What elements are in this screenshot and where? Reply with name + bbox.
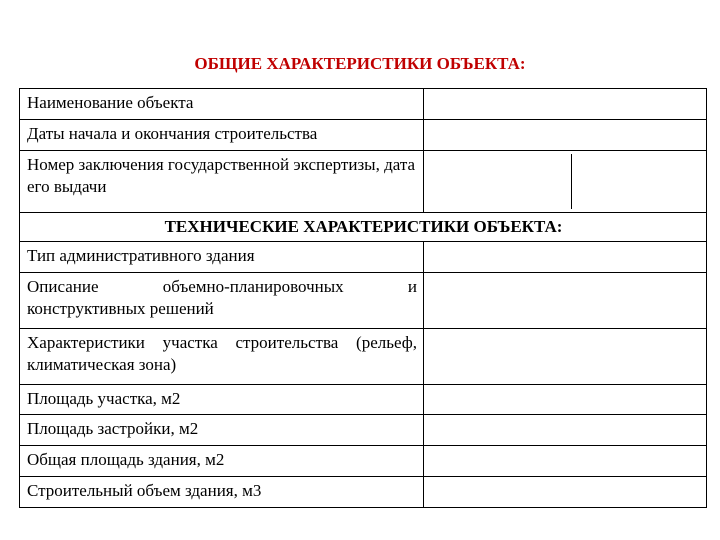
table-row xyxy=(20,385,707,415)
building-volume-label: Строительный объем здания, м3 xyxy=(20,477,424,508)
object-name-field[interactable] xyxy=(424,89,707,120)
site-characteristics-label: Характеристики участка строительства (рельеф, климатическая зона) xyxy=(20,329,424,385)
building-type-field[interactable] xyxy=(424,242,707,273)
total-floor-area-field[interactable] xyxy=(424,446,707,477)
site-area-label: Площадь участка, м2 xyxy=(20,385,424,415)
general-characteristics-heading: ОБЩИЕ ХАРАКТЕРИСТИКИ ОБЪЕКТА: xyxy=(194,54,526,73)
table-row xyxy=(20,213,707,242)
technical-characteristics-heading: ТЕХНИЧЕСКИЕ ХАРАКТЕРИСТИКИ ОБЪЕКТА: xyxy=(20,213,707,242)
state-expertise-label: Номер заключения государственной экспертизы, дата его выдачи xyxy=(20,151,424,213)
construction-dates-label: Даты начала и окончания строительства xyxy=(20,120,424,151)
object-name-label: Наименование объекта xyxy=(20,89,424,120)
table-row xyxy=(20,120,707,151)
table-row xyxy=(20,273,707,329)
built-up-area-label: Площадь застройки, м2 xyxy=(20,415,424,446)
site-characteristics-field[interactable] xyxy=(424,329,707,385)
state-expertise-cell xyxy=(424,151,707,213)
table-row xyxy=(20,242,707,273)
table-row xyxy=(20,329,707,385)
expertise-date-field[interactable] xyxy=(572,154,700,209)
planning-solutions-field[interactable] xyxy=(424,273,707,329)
building-volume-field[interactable] xyxy=(424,477,707,508)
table-row xyxy=(20,477,707,508)
total-floor-area-label: Общая площадь здания, м2 xyxy=(20,446,424,477)
construction-dates-cell xyxy=(424,120,707,151)
planning-solutions-label: Описание объемно-планировочных и конструктивных решений xyxy=(20,273,424,329)
table-row xyxy=(20,415,707,446)
table-row xyxy=(20,89,707,120)
table-row xyxy=(20,151,707,213)
expertise-number-field[interactable] xyxy=(431,154,572,209)
building-type-label: Тип административного здания xyxy=(20,242,424,273)
built-up-area-field[interactable] xyxy=(424,415,707,446)
table-row xyxy=(20,446,707,477)
site-area-field[interactable] xyxy=(424,385,707,415)
object-characteristics-table xyxy=(19,88,707,508)
